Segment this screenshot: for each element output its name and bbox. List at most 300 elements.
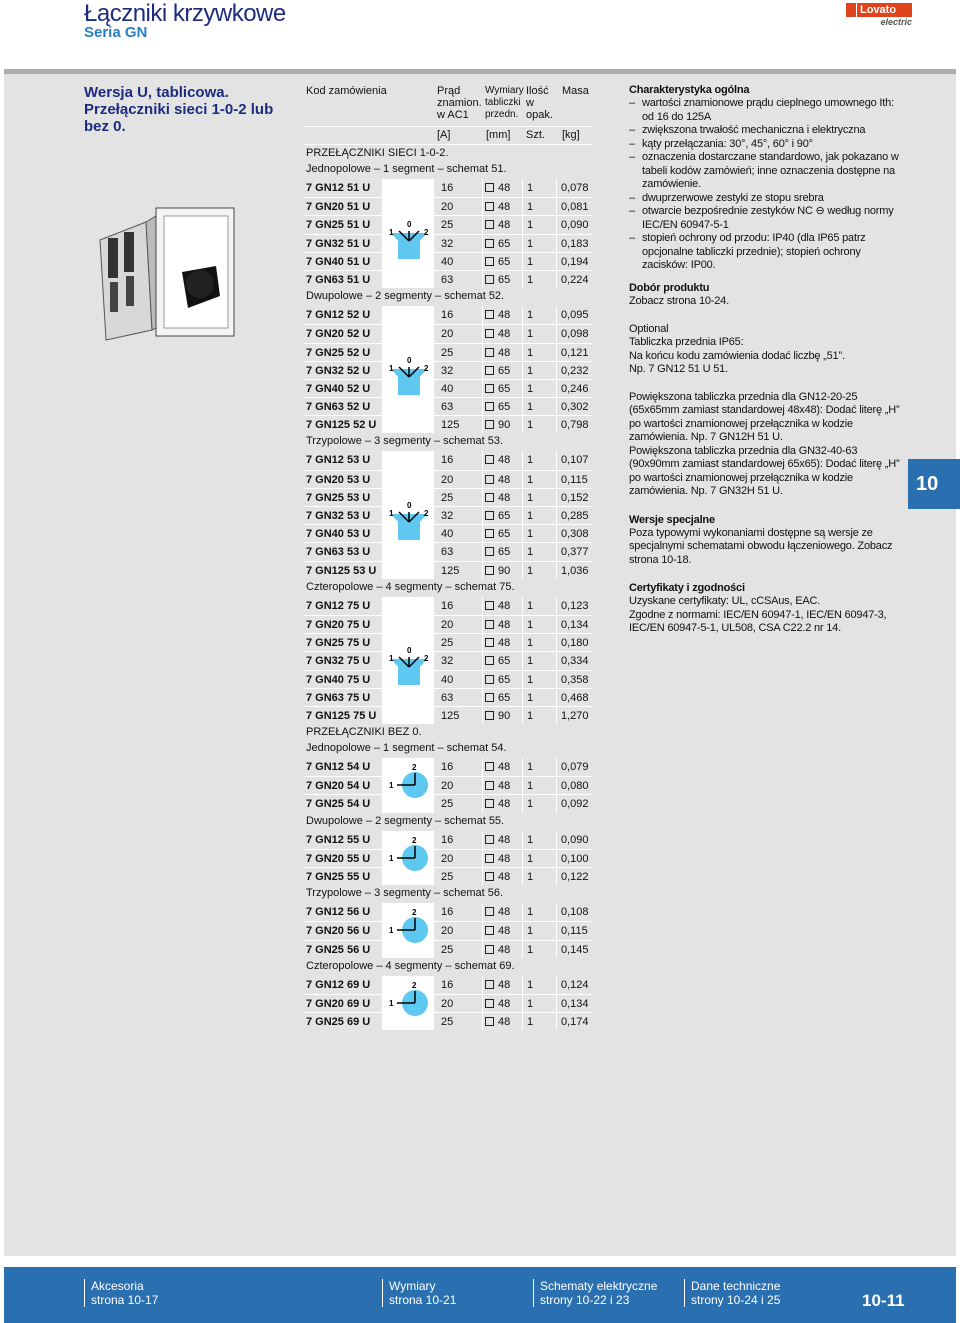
mass: 0,100: [561, 852, 589, 865]
table-row: [303, 506, 593, 524]
cert-text: Uzyskane certyfikaty: UL, cCSAus, EAC.: [629, 595, 821, 607]
footer-link-technical[interactable]: [684, 1279, 780, 1307]
rated-current: 25: [434, 216, 483, 233]
order-code: 7 GN32 51 U: [303, 235, 383, 252]
pack-qty: 1: [523, 198, 557, 215]
switch-diagram: [383, 976, 434, 1031]
table-row: [303, 794, 593, 812]
mass: 0,090: [561, 219, 589, 232]
svg-text:2: 2: [411, 835, 416, 845]
plate-dimension: 65: [483, 507, 523, 524]
table-row: [303, 343, 593, 361]
rated-current: 25: [434, 344, 483, 361]
plate-dimension: 48: [483, 616, 523, 633]
product-group: [303, 758, 593, 813]
mass: 0,308: [561, 528, 589, 541]
rated-current: 20: [434, 995, 483, 1012]
plate-dimension: 48: [483, 941, 523, 958]
rated-current: 20: [434, 777, 483, 794]
table-row: [303, 524, 593, 542]
mass: 0,232: [561, 364, 589, 377]
svg-text:2: 2: [423, 227, 428, 237]
pack-qty: 1: [523, 831, 557, 849]
mass: 0,302: [561, 401, 589, 414]
table-row: [303, 470, 593, 488]
order-code: 7 GN40 53 U: [303, 525, 383, 542]
table-row: [303, 542, 593, 560]
table-row: [303, 776, 593, 794]
rated-current: 40: [434, 380, 483, 397]
plate-dimension: 48: [483, 344, 523, 361]
svg-text:0: 0: [406, 219, 411, 229]
unit-current: [A]: [437, 129, 451, 141]
mass: 1,270: [561, 709, 589, 722]
table-row: [303, 867, 593, 885]
plate-dimension: 48: [483, 758, 523, 776]
pack-qty: 1: [523, 903, 557, 921]
square-icon: [485, 762, 494, 771]
square-icon: [485, 693, 494, 702]
plate-dimension: 48: [483, 451, 523, 469]
product-group: [303, 597, 593, 724]
optional-text: Tabliczka przednia IP65:: [629, 336, 744, 348]
mass: 0,122: [561, 871, 589, 883]
rated-current: 20: [434, 850, 483, 867]
footer-link-page: strony 10-22 i 23: [540, 1293, 630, 1307]
plate-dimension: 65: [483, 652, 523, 669]
order-code: 7 GN125 53 U: [303, 562, 383, 579]
mass: 0,174: [561, 1016, 589, 1029]
heading-certificates: Certyfikaty i zgodności: [629, 582, 745, 594]
order-code: 7 GN32 53 U: [303, 507, 383, 524]
pack-qty: 1: [523, 922, 557, 939]
table-row: [303, 831, 593, 849]
mass: 0,194: [561, 255, 589, 268]
rated-current: 25: [434, 634, 483, 651]
mass: 1,036: [561, 564, 589, 577]
switch-diagram-icon: [385, 763, 433, 807]
pack-qty: 1: [523, 562, 557, 579]
mass: 0,377: [561, 546, 589, 559]
order-code: 7 GN20 53 U: [303, 471, 383, 488]
footer-link-title: Wymiary: [389, 1279, 436, 1293]
plate-dimension: 48: [483, 850, 523, 867]
square-icon: [485, 455, 494, 464]
svg-text:2: 2: [423, 509, 428, 519]
pack-qty: 1: [523, 416, 557, 433]
switch-diagram: [383, 758, 434, 813]
col-mass-header: Masa: [562, 85, 589, 97]
svg-text:0: 0: [406, 501, 411, 511]
order-code: 7 GN12 56 U: [303, 903, 383, 921]
pack-qty: 1: [523, 777, 557, 794]
rated-current: 20: [434, 471, 483, 488]
square-icon: [485, 384, 494, 393]
selection-text: Zobacz strona 10-24.: [629, 294, 729, 307]
square-icon: [485, 638, 494, 647]
order-code: 7 GN25 56 U: [303, 941, 383, 958]
plate-dimension: 65: [483, 543, 523, 560]
mass: 0,152: [561, 491, 589, 504]
plate-dimension: 90: [483, 707, 523, 724]
special-text: Poza typowymi wykonaniami dostępne są wersje ze specjalnymi schematami obwodu łączeniowego. Zobacz strona 10-18.: [629, 526, 893, 566]
pack-qty: 1: [523, 325, 557, 342]
rated-current: 16: [434, 306, 483, 324]
page-subtitle: Seria GN: [84, 24, 148, 41]
rated-current: 125: [434, 416, 483, 433]
mass: 0,092: [561, 798, 589, 811]
square-icon: [485, 711, 494, 720]
order-code: 7 GN63 52 U: [303, 398, 383, 415]
product-group: [303, 831, 593, 886]
mass: 0,115: [561, 473, 588, 486]
group-label: Czteropolowe – 4 segmenty – schemat 69.: [303, 958, 593, 976]
pack-qty: 1: [523, 451, 557, 469]
table-units: [303, 127, 593, 145]
mass: 0,108: [561, 906, 589, 919]
switch-diagram: [383, 903, 434, 958]
square-icon: [485, 475, 494, 484]
pack-qty: 1: [523, 868, 557, 885]
product-group: [303, 179, 593, 288]
pack-qty: 1: [523, 616, 557, 633]
pack-qty: 1: [523, 507, 557, 524]
footer-link-title: Schematy elektryczne: [540, 1279, 658, 1293]
col-dim-header: Wymiary tabliczki przedn.: [485, 85, 524, 120]
square-icon: [485, 980, 494, 989]
footer-link-accessories[interactable]: [84, 1279, 158, 1307]
pack-qty: 1: [523, 362, 557, 379]
rated-current: 16: [434, 831, 483, 849]
pack-qty: 1: [523, 1013, 557, 1030]
order-code: 7 GN20 52 U: [303, 325, 383, 342]
mass: 0,090: [561, 833, 589, 846]
optional-text: Powiększona tabliczka przednia dla GN12-20-25 (65x65mm zamiast standardowej 48x48): Dodać literę „H” po wartości znamionowej przełącznika w kodzie zamówienia. Np. 7 GN12H 51 U.: [629, 390, 900, 443]
square-icon: [485, 620, 494, 629]
square-icon: [485, 366, 494, 375]
square-icon: [485, 220, 494, 229]
square-icon: [485, 907, 494, 916]
switch-diagram-icon: [385, 209, 433, 259]
table-row: [303, 688, 593, 706]
description-column: [629, 83, 904, 636]
optional-text: Na końcu kodu zamówienia dodać liczbę „51”.: [629, 349, 845, 362]
plate-dimension: 90: [483, 562, 523, 579]
pack-qty: 1: [523, 689, 557, 706]
mass: 0,134: [561, 618, 589, 631]
table-row: [303, 651, 593, 669]
table-row: [303, 921, 593, 939]
square-icon: [485, 529, 494, 538]
square-icon: [485, 402, 494, 411]
pack-qty: 1: [523, 995, 557, 1012]
pack-qty: 1: [523, 489, 557, 506]
mass: 0,098: [561, 328, 589, 341]
plate-dimension: 48: [483, 634, 523, 651]
order-code: 7 GN25 53 U: [303, 489, 383, 506]
pack-qty: 1: [523, 671, 557, 688]
rated-current: 63: [434, 543, 483, 560]
footer-link-page: strona 10-21: [389, 1293, 457, 1307]
square-icon: [485, 275, 494, 284]
product-photo: [96, 180, 244, 345]
unit-qty: Szt.: [526, 129, 545, 141]
table-row: [303, 1012, 593, 1030]
plate-dimension: 65: [483, 380, 523, 397]
order-code: 7 GN12 51 U: [303, 179, 383, 197]
plate-dimension: 48: [483, 868, 523, 885]
table-row: [303, 903, 593, 921]
pack-qty: 1: [523, 758, 557, 776]
pack-qty: 1: [523, 941, 557, 958]
plate-dimension: 48: [483, 795, 523, 812]
mass: 0,180: [561, 637, 589, 650]
svg-text:2: 2: [411, 908, 416, 918]
section-label: PRZEŁĄCZNIKI SIECI 1-0-2.: [303, 145, 593, 161]
order-code: 7 GN20 54 U: [303, 777, 383, 794]
product-group: [303, 306, 593, 433]
pack-qty: 1: [523, 380, 557, 397]
mass: 0,246: [561, 382, 589, 395]
pack-qty: 1: [523, 634, 557, 651]
table-row: [303, 397, 593, 415]
col-qty-header: Ilość w opak.: [526, 85, 553, 121]
unit-dim: [mm]: [486, 129, 511, 141]
group-label: Jednopolowe – 1 segment – schemat 51.: [303, 161, 593, 179]
pack-qty: 1: [523, 306, 557, 324]
square-icon: [485, 310, 494, 319]
table-row: [303, 849, 593, 867]
square-icon: [485, 872, 494, 881]
heading-special: Wersje specjalne: [629, 513, 715, 526]
order-code: 7 GN125 75 U: [303, 707, 383, 724]
table-row: [303, 215, 593, 233]
square-icon: [485, 547, 494, 556]
table-row: [303, 179, 593, 197]
square-icon: [485, 835, 494, 844]
order-code: 7 GN40 51 U: [303, 253, 383, 270]
switch-diagram-icon: [385, 490, 433, 540]
mass: 0,107: [561, 454, 589, 467]
rated-current: 63: [434, 689, 483, 706]
section-label: PRZEŁĄCZNIKI BEZ 0.: [303, 724, 593, 740]
product-group: [303, 976, 593, 1031]
heading-optional: Optional: [629, 323, 669, 335]
plate-dimension: 48: [483, 597, 523, 615]
footer-bar: [4, 1267, 956, 1323]
logo-brand: Lovato: [857, 3, 912, 17]
rated-current: 25: [434, 489, 483, 506]
table-row: [303, 306, 593, 324]
order-code: 7 GN12 75 U: [303, 597, 383, 615]
order-code: 7 GN63 75 U: [303, 689, 383, 706]
mass: 0,285: [561, 510, 589, 522]
mass: 0,123: [561, 599, 589, 612]
table-row: [303, 270, 593, 288]
table-row: [303, 940, 593, 958]
square-icon: [485, 675, 494, 684]
pack-qty: 1: [523, 543, 557, 560]
plate-dimension: 48: [483, 179, 523, 197]
square-icon: [485, 202, 494, 211]
square-icon: [485, 257, 494, 266]
mass: 0,145: [561, 943, 589, 956]
footer-link-dimensions[interactable]: [382, 1279, 456, 1307]
svg-text:1: 1: [388, 227, 393, 237]
svg-text:1: 1: [388, 781, 393, 791]
list-item: – dwuprzerwowe zestyki ze stopu srebra: [629, 192, 904, 206]
table-row: [303, 324, 593, 342]
rated-current: 16: [434, 976, 483, 994]
table-row: [303, 597, 593, 615]
footer-link-title: Akcesoria: [91, 1279, 144, 1293]
square-icon: [485, 781, 494, 790]
table-header: [303, 83, 593, 127]
rated-current: 16: [434, 903, 483, 921]
svg-text:1: 1: [388, 999, 393, 1009]
square-icon: [485, 799, 494, 808]
square-icon: [485, 493, 494, 502]
pack-qty: 1: [523, 850, 557, 867]
mass: 0,358: [561, 673, 589, 686]
lovato-logo: [846, 3, 912, 28]
table-row: [303, 252, 593, 270]
plate-dimension: 65: [483, 235, 523, 252]
order-table: [303, 83, 593, 1030]
plate-dimension: 48: [483, 922, 523, 939]
plate-dimension: 48: [483, 831, 523, 849]
order-code: 7 GN63 53 U: [303, 543, 383, 560]
order-code: 7 GN12 69 U: [303, 976, 383, 994]
mass: 0,078: [561, 182, 589, 194]
plate-dimension: 65: [483, 253, 523, 270]
switch-diagram: [383, 306, 434, 433]
list-item: – wartości znamionowe prądu cieplnego umownego Ith: od 16 do 125A: [629, 97, 904, 124]
svg-text:0: 0: [406, 355, 411, 365]
rated-current: 16: [434, 597, 483, 615]
square-icon: [485, 999, 494, 1008]
optional-text: Powiększona tabliczka przednia dla GN32-40-63 (90x90mm zamiast standardowej 65x65): Dodać literę „H” po wartości znamionowej przełącznika w kodzie zamówienia. Np. 7 GN32H 51 U.: [629, 444, 900, 497]
rated-current: 63: [434, 271, 483, 288]
order-code: 7 GN63 51 U: [303, 271, 383, 288]
table-row: [303, 415, 593, 433]
mass: 0,115: [561, 925, 588, 938]
plate-dimension: 48: [483, 489, 523, 506]
order-code: 7 GN25 52 U: [303, 344, 383, 361]
rated-current: 25: [434, 941, 483, 958]
plate-dimension: 90: [483, 416, 523, 433]
switch-diagram-icon: [385, 635, 433, 685]
rated-current: 32: [434, 362, 483, 379]
pack-qty: 1: [523, 976, 557, 994]
pack-qty: 1: [523, 271, 557, 288]
mass: 0,134: [561, 997, 589, 1010]
order-code: 7 GN32 52 U: [303, 362, 383, 379]
plate-dimension: 48: [483, 198, 523, 215]
switch-diagram-icon: [385, 836, 433, 880]
switch-diagram-icon: [385, 345, 433, 395]
rated-current: 20: [434, 325, 483, 342]
table-row: [303, 197, 593, 215]
rated-current: 40: [434, 525, 483, 542]
table-row: [303, 234, 593, 252]
svg-text:2: 2: [411, 981, 416, 991]
svg-text:1: 1: [388, 509, 393, 519]
pack-qty: 1: [523, 707, 557, 724]
square-icon: [485, 601, 494, 610]
plate-dimension: 48: [483, 306, 523, 324]
order-code: 7 GN12 55 U: [303, 831, 383, 849]
group-label: Dwupolowe – 2 segmenty – schemat 52.: [303, 288, 593, 306]
col-current-header: Prąd znamion. w AC1: [437, 85, 482, 121]
plate-dimension: 48: [483, 325, 523, 342]
pack-qty: 1: [523, 597, 557, 615]
pack-qty: 1: [523, 253, 557, 270]
list-item: – oznaczenia dostarczane standardowo, jak pokazano w tabeli kodów zamówień; inne oznaczenia dostępne na zamówienie.: [629, 151, 904, 192]
table-row: [303, 633, 593, 651]
table-row: [303, 994, 593, 1012]
heading-general: Charakterystyka ogólna: [629, 84, 750, 96]
svg-text:1: 1: [388, 654, 393, 664]
plate-dimension: 65: [483, 689, 523, 706]
table-row: [303, 488, 593, 506]
footer-link-page: strony 10-24 i 25: [691, 1293, 781, 1307]
list-item: – kąty przełączania: 30°, 45°, 60° i 90°: [629, 138, 904, 152]
heading-selection: Dobór produktu: [629, 281, 710, 294]
pack-qty: 1: [523, 525, 557, 542]
table-row: [303, 670, 593, 688]
switch-diagram-icon: [385, 908, 433, 952]
section-heading: Wersja U, tablicowa. Przełączniki sieci 1-0-2 lub bez 0.: [84, 84, 274, 135]
plate-dimension: 48: [483, 1013, 523, 1030]
mass: 0,334: [561, 655, 589, 668]
plate-dimension: 65: [483, 271, 523, 288]
plate-dimension: 48: [483, 903, 523, 921]
plate-dimension: 48: [483, 995, 523, 1012]
mass: 0,079: [561, 761, 589, 774]
pack-qty: 1: [523, 652, 557, 669]
mass: 0,468: [561, 691, 589, 704]
order-code: 7 GN20 55 U: [303, 850, 383, 867]
table-row: [303, 758, 593, 776]
rated-current: 32: [434, 652, 483, 669]
plate-dimension: 48: [483, 976, 523, 994]
rated-current: 16: [434, 451, 483, 469]
rated-current: 20: [434, 616, 483, 633]
unit-mass: [kg]: [562, 129, 580, 141]
square-icon: [485, 239, 494, 248]
square-icon: [485, 566, 494, 575]
switch-diagram: [383, 597, 434, 724]
footer-link-wiring[interactable]: [533, 1279, 657, 1307]
product-group: [303, 451, 593, 578]
rated-current: 125: [434, 562, 483, 579]
order-code: 7 GN12 54 U: [303, 758, 383, 776]
square-icon: [485, 854, 494, 863]
square-icon: [485, 183, 494, 192]
order-code: 7 GN125 52 U: [303, 416, 383, 433]
pack-qty: 1: [523, 795, 557, 812]
square-icon: [485, 420, 494, 429]
order-code: 7 GN32 75 U: [303, 652, 383, 669]
mass: 0,183: [561, 237, 589, 250]
order-code: 7 GN25 54 U: [303, 795, 383, 812]
rated-current: 40: [434, 671, 483, 688]
rated-current: 16: [434, 179, 483, 197]
svg-text:1: 1: [388, 363, 393, 373]
svg-text:1: 1: [388, 853, 393, 863]
square-icon: [485, 926, 494, 935]
